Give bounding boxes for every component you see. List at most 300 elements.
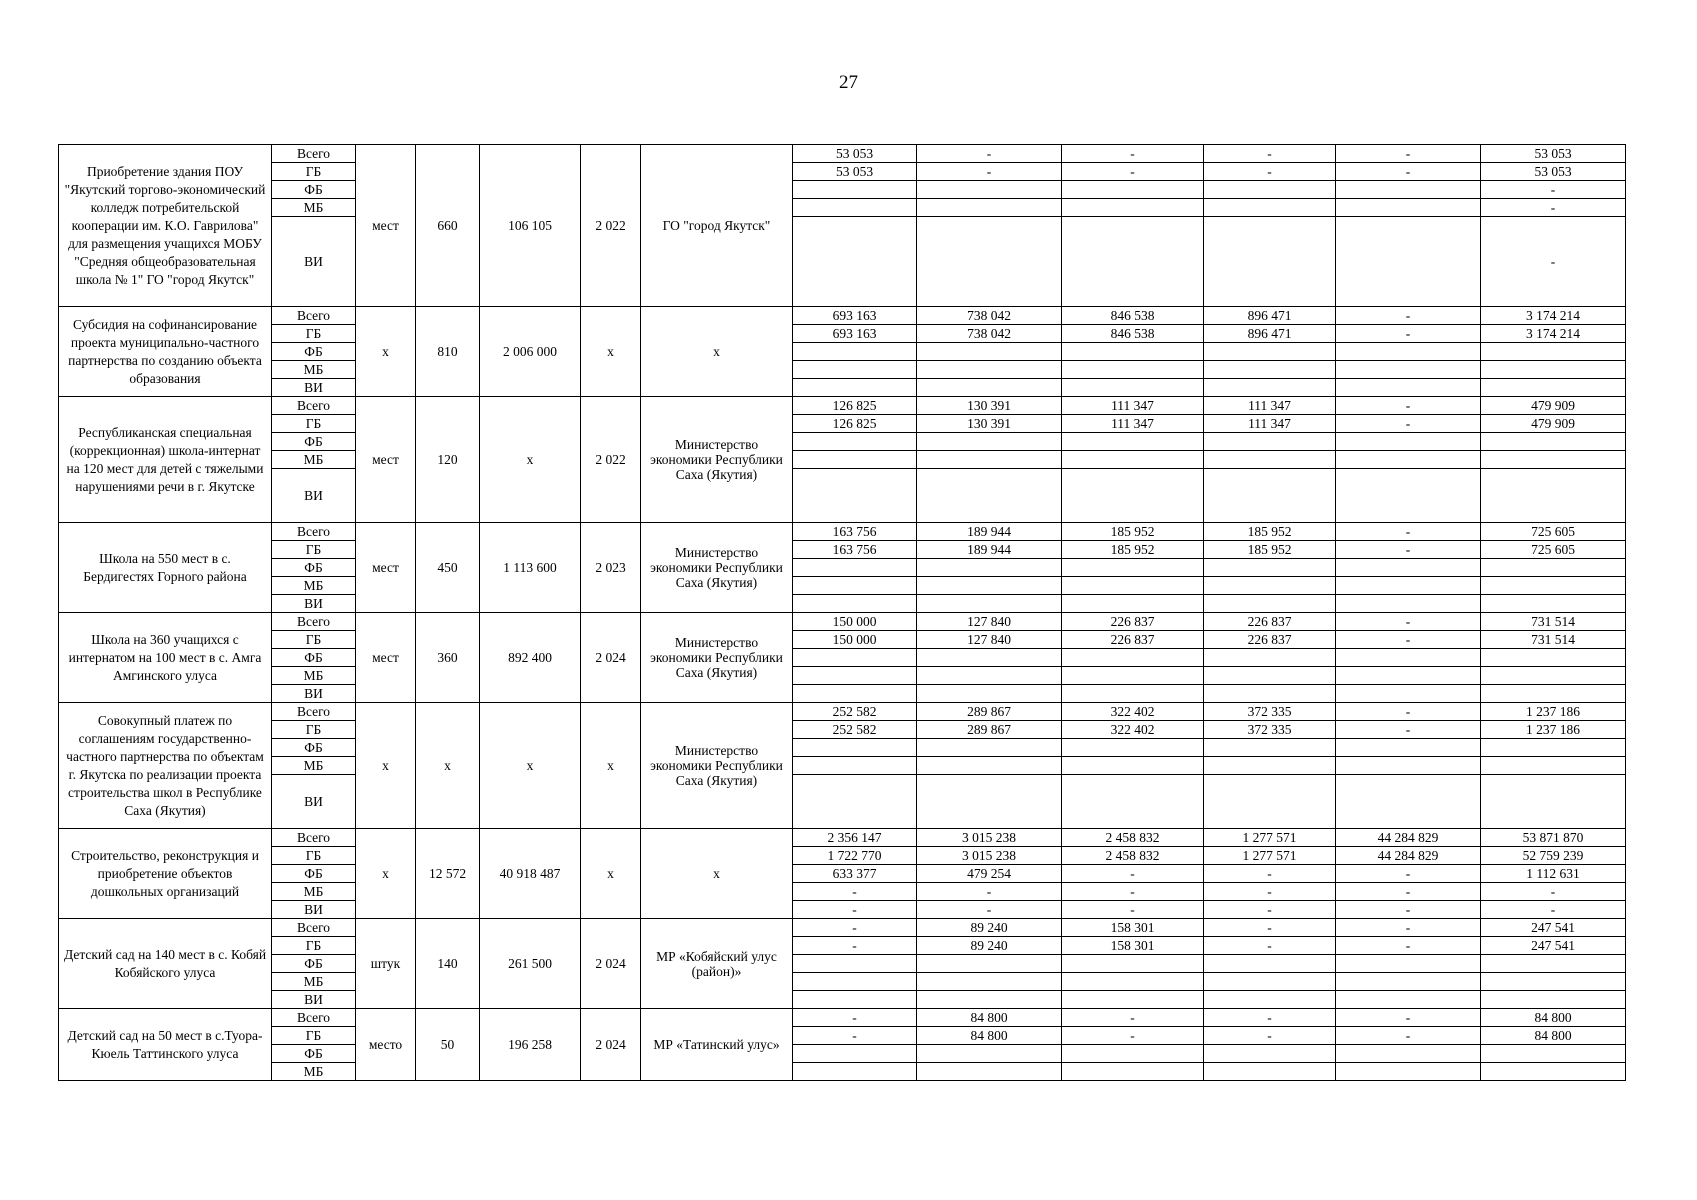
source-cell: ФБ: [272, 649, 356, 667]
year-cell: 2 024: [581, 1009, 641, 1081]
table-row: [59, 541, 1626, 559]
value-cell: [917, 217, 1062, 307]
value-cell: [1062, 955, 1204, 973]
value-cell: 126 825: [793, 397, 917, 415]
table-row: [59, 559, 1626, 577]
table-row: [59, 469, 1626, 523]
value-cell: 3 174 214: [1481, 307, 1626, 325]
executor-cell: ГО "город Якутск": [641, 145, 793, 307]
value-cell: [1481, 685, 1626, 703]
value-cell: 53 053: [793, 163, 917, 181]
unit-cell: х: [356, 829, 416, 919]
source-cell: МБ: [272, 667, 356, 685]
value-cell: [1336, 1063, 1481, 1081]
value-cell: [1336, 559, 1481, 577]
value-cell: -: [1204, 1009, 1336, 1027]
value-cell: [1336, 379, 1481, 397]
value-cell: [1481, 667, 1626, 685]
value-cell: 1 277 571: [1204, 829, 1336, 847]
cost-cell: 196 258: [480, 1009, 581, 1081]
value-cell: [793, 199, 917, 217]
source-cell: МБ: [272, 883, 356, 901]
value-cell: -: [1204, 1027, 1336, 1045]
value-cell: [793, 757, 917, 775]
source-cell: ФБ: [272, 1045, 356, 1063]
value-cell: 1 237 186: [1481, 703, 1626, 721]
executor-cell: х: [641, 307, 793, 397]
value-cell: -: [793, 883, 917, 901]
table-row: [59, 1009, 1626, 1027]
value-cell: -: [1336, 937, 1481, 955]
value-cell: [917, 451, 1062, 469]
table-row: [59, 955, 1626, 973]
value-cell: -: [1062, 1009, 1204, 1027]
value-cell: -: [1481, 217, 1626, 307]
value-cell: 725 605: [1481, 523, 1626, 541]
source-cell: ГБ: [272, 1027, 356, 1045]
year-cell: х: [581, 703, 641, 829]
source-cell: ФБ: [272, 433, 356, 451]
value-cell: -: [1336, 541, 1481, 559]
source-cell: Всего: [272, 1009, 356, 1027]
value-cell: [1336, 775, 1481, 829]
table-row: [59, 181, 1626, 199]
year-cell: 2 022: [581, 145, 641, 307]
value-cell: [1481, 343, 1626, 361]
value-cell: -: [1062, 145, 1204, 163]
year-cell: 2 023: [581, 523, 641, 613]
value-cell: [1062, 595, 1204, 613]
table-row: [59, 739, 1626, 757]
value-cell: [1204, 217, 1336, 307]
value-cell: 89 240: [917, 919, 1062, 937]
source-cell: ВИ: [272, 217, 356, 307]
value-cell: [793, 685, 917, 703]
source-cell: ВИ: [272, 685, 356, 703]
value-cell: [1204, 649, 1336, 667]
cost-cell: х: [480, 397, 581, 523]
value-cell: 372 335: [1204, 703, 1336, 721]
value-cell: -: [793, 1027, 917, 1045]
source-cell: МБ: [272, 361, 356, 379]
value-cell: [1336, 361, 1481, 379]
table-row: [59, 1045, 1626, 1063]
year-cell: 2 024: [581, 613, 641, 703]
value-cell: 111 347: [1204, 415, 1336, 433]
executor-cell: МР «Татинский улус»: [641, 1009, 793, 1081]
value-cell: [1204, 199, 1336, 217]
value-cell: [1062, 1045, 1204, 1063]
table-row: [59, 649, 1626, 667]
value-cell: 3 015 238: [917, 847, 1062, 865]
capacity-cell: 660: [416, 145, 480, 307]
unit-cell: мест: [356, 397, 416, 523]
value-cell: -: [1336, 721, 1481, 739]
value-cell: 846 538: [1062, 325, 1204, 343]
value-cell: -: [1062, 883, 1204, 901]
capacity-cell: 140: [416, 919, 480, 1009]
executor-cell: Министерство экономики Республики Саха (Якутия): [641, 613, 793, 703]
value-cell: [917, 1045, 1062, 1063]
value-cell: [1062, 739, 1204, 757]
table-row: [59, 973, 1626, 991]
value-cell: 130 391: [917, 397, 1062, 415]
value-cell: -: [1062, 163, 1204, 181]
value-cell: [1336, 451, 1481, 469]
value-cell: [1336, 685, 1481, 703]
table-row: [59, 577, 1626, 595]
value-cell: [1204, 595, 1336, 613]
value-cell: [1204, 451, 1336, 469]
source-cell: ФБ: [272, 955, 356, 973]
table-row: [59, 919, 1626, 937]
unit-cell: х: [356, 307, 416, 397]
value-cell: 322 402: [1062, 703, 1204, 721]
project-name: Детский сад на 140 мест в с. Кобяй Кобяйского улуса: [59, 919, 272, 1009]
source-cell: МБ: [272, 199, 356, 217]
source-cell: Всего: [272, 523, 356, 541]
value-cell: [1204, 469, 1336, 523]
value-cell: -: [917, 145, 1062, 163]
value-cell: [1481, 991, 1626, 1009]
source-cell: МБ: [272, 577, 356, 595]
value-cell: [1062, 343, 1204, 361]
value-cell: 247 541: [1481, 937, 1626, 955]
value-cell: 1 237 186: [1481, 721, 1626, 739]
value-cell: [1481, 1063, 1626, 1081]
value-cell: -: [1481, 901, 1626, 919]
table-row: [59, 343, 1626, 361]
source-cell: ВИ: [272, 991, 356, 1009]
table-row: [59, 847, 1626, 865]
value-cell: [1481, 757, 1626, 775]
value-cell: [1204, 181, 1336, 199]
value-cell: [1336, 1045, 1481, 1063]
value-cell: [1336, 595, 1481, 613]
value-cell: [917, 757, 1062, 775]
value-cell: -: [1336, 901, 1481, 919]
value-cell: [1204, 559, 1336, 577]
value-cell: -: [1336, 325, 1481, 343]
value-cell: -: [1336, 1027, 1481, 1045]
value-cell: [917, 955, 1062, 973]
value-cell: 52 759 239: [1481, 847, 1626, 865]
year-cell: 2 022: [581, 397, 641, 523]
source-cell: ГБ: [272, 721, 356, 739]
value-cell: [917, 667, 1062, 685]
value-cell: [1336, 577, 1481, 595]
value-cell: 731 514: [1481, 631, 1626, 649]
value-cell: [1062, 451, 1204, 469]
value-cell: [1062, 199, 1204, 217]
value-cell: [1204, 379, 1336, 397]
source-cell: Всего: [272, 919, 356, 937]
capacity-cell: 360: [416, 613, 480, 703]
value-cell: 372 335: [1204, 721, 1336, 739]
source-cell: ФБ: [272, 559, 356, 577]
value-cell: 130 391: [917, 415, 1062, 433]
value-cell: 693 163: [793, 325, 917, 343]
value-cell: [1204, 973, 1336, 991]
value-cell: 185 952: [1204, 541, 1336, 559]
table-row: [59, 829, 1626, 847]
table-row: [59, 595, 1626, 613]
value-cell: [1204, 739, 1336, 757]
value-cell: [1062, 757, 1204, 775]
value-cell: [1062, 649, 1204, 667]
value-cell: -: [1336, 163, 1481, 181]
value-cell: 84 800: [917, 1027, 1062, 1045]
value-cell: [793, 343, 917, 361]
value-cell: [1481, 775, 1626, 829]
value-cell: [1336, 469, 1481, 523]
value-cell: -: [1481, 181, 1626, 199]
value-cell: 1 277 571: [1204, 847, 1336, 865]
value-cell: 725 605: [1481, 541, 1626, 559]
table-row: [59, 361, 1626, 379]
capacity-cell: 810: [416, 307, 480, 397]
value-cell: [793, 1063, 917, 1081]
table-row: [59, 937, 1626, 955]
value-cell: -: [917, 901, 1062, 919]
source-cell: МБ: [272, 973, 356, 991]
value-cell: [1062, 433, 1204, 451]
source-cell: МБ: [272, 451, 356, 469]
value-cell: 111 347: [1062, 397, 1204, 415]
value-cell: 126 825: [793, 415, 917, 433]
cost-cell: 40 918 487: [480, 829, 581, 919]
value-cell: [793, 649, 917, 667]
value-cell: 846 538: [1062, 307, 1204, 325]
value-cell: [1204, 685, 1336, 703]
value-cell: 53 871 870: [1481, 829, 1626, 847]
value-cell: -: [1481, 883, 1626, 901]
value-cell: [1204, 955, 1336, 973]
value-cell: [917, 973, 1062, 991]
source-cell: Всего: [272, 703, 356, 721]
value-cell: [917, 739, 1062, 757]
value-cell: [917, 469, 1062, 523]
source-cell: ФБ: [272, 181, 356, 199]
value-cell: 226 837: [1062, 613, 1204, 631]
value-cell: [917, 649, 1062, 667]
source-cell: ФБ: [272, 865, 356, 883]
source-cell: Всего: [272, 829, 356, 847]
value-cell: 3 015 238: [917, 829, 1062, 847]
source-cell: ГБ: [272, 163, 356, 181]
page-number: 27: [839, 72, 858, 93]
value-cell: [1062, 181, 1204, 199]
value-cell: [917, 1063, 1062, 1081]
source-cell: ГБ: [272, 847, 356, 865]
table-row: [59, 667, 1626, 685]
year-cell: х: [581, 307, 641, 397]
value-cell: [1481, 361, 1626, 379]
capacity-cell: 120: [416, 397, 480, 523]
executor-cell: х: [641, 829, 793, 919]
value-cell: [1336, 739, 1481, 757]
source-cell: ГБ: [272, 541, 356, 559]
value-cell: 738 042: [917, 325, 1062, 343]
value-cell: [1336, 217, 1481, 307]
source-cell: Всего: [272, 397, 356, 415]
value-cell: -: [1336, 613, 1481, 631]
value-cell: [917, 361, 1062, 379]
value-cell: [1481, 973, 1626, 991]
budget-table-body: [59, 145, 1626, 1081]
table-row: [59, 307, 1626, 325]
value-cell: -: [1204, 919, 1336, 937]
value-cell: [793, 217, 917, 307]
table-row: [59, 415, 1626, 433]
value-cell: 53 053: [1481, 145, 1626, 163]
value-cell: -: [1336, 415, 1481, 433]
value-cell: 896 471: [1204, 325, 1336, 343]
value-cell: 731 514: [1481, 613, 1626, 631]
value-cell: [1062, 577, 1204, 595]
value-cell: 150 000: [793, 613, 917, 631]
value-cell: -: [793, 1009, 917, 1027]
table-row: [59, 757, 1626, 775]
value-cell: 163 756: [793, 523, 917, 541]
table-row: [59, 685, 1626, 703]
executor-cell: Министерство экономики Республики Саха (Якутия): [641, 703, 793, 829]
value-cell: [1336, 649, 1481, 667]
table-row: [59, 883, 1626, 901]
value-cell: [917, 577, 1062, 595]
value-cell: 2 458 832: [1062, 847, 1204, 865]
value-cell: 89 240: [917, 937, 1062, 955]
value-cell: -: [1204, 163, 1336, 181]
table-row: [59, 451, 1626, 469]
source-cell: Всего: [272, 613, 356, 631]
value-cell: [917, 775, 1062, 829]
value-cell: -: [917, 163, 1062, 181]
value-cell: [1336, 181, 1481, 199]
source-cell: МБ: [272, 757, 356, 775]
value-cell: [1204, 667, 1336, 685]
table-row: [59, 217, 1626, 307]
value-cell: [1336, 757, 1481, 775]
table-row: [59, 397, 1626, 415]
value-cell: [1336, 973, 1481, 991]
source-cell: ГБ: [272, 415, 356, 433]
value-cell: 185 952: [1204, 523, 1336, 541]
capacity-cell: 450: [416, 523, 480, 613]
value-cell: [1481, 739, 1626, 757]
table-row: [59, 991, 1626, 1009]
table-row: [59, 703, 1626, 721]
table-row: [59, 379, 1626, 397]
source-cell: ВИ: [272, 379, 356, 397]
value-cell: 150 000: [793, 631, 917, 649]
value-cell: 185 952: [1062, 523, 1204, 541]
value-cell: [793, 1045, 917, 1063]
table-row: [59, 523, 1626, 541]
table-row: [59, 199, 1626, 217]
value-cell: -: [1062, 901, 1204, 919]
value-cell: [1481, 469, 1626, 523]
value-cell: 226 837: [1062, 631, 1204, 649]
value-cell: [1481, 595, 1626, 613]
project-name: Совокупный платеж по соглашениям государственно-частного партнерства по объектам г. Якутска по реализации проекта строительства школ в Республике Саха (Якутия): [59, 703, 272, 829]
value-cell: [793, 955, 917, 973]
value-cell: 189 944: [917, 523, 1062, 541]
project-name: Республиканская специальная (коррекционная) школа-интернат на 120 мест для детей с тяжелыми нарушениями речи в г. Якутске: [59, 397, 272, 523]
value-cell: [793, 181, 917, 199]
value-cell: [917, 595, 1062, 613]
source-cell: МБ: [272, 1063, 356, 1081]
table-row: [59, 865, 1626, 883]
value-cell: [1062, 685, 1204, 703]
cost-cell: 2 006 000: [480, 307, 581, 397]
value-cell: -: [1336, 523, 1481, 541]
value-cell: [917, 199, 1062, 217]
unit-cell: место: [356, 1009, 416, 1081]
executor-cell: Министерство экономики Республики Саха (Якутия): [641, 523, 793, 613]
value-cell: -: [1336, 703, 1481, 721]
value-cell: -: [1336, 883, 1481, 901]
source-cell: ВИ: [272, 775, 356, 829]
value-cell: [1062, 559, 1204, 577]
value-cell: [793, 433, 917, 451]
table-row: [59, 775, 1626, 829]
project-name: Детский сад на 50 мест в с.Туора-Кюель Таттинского улуса: [59, 1009, 272, 1081]
value-cell: -: [1204, 145, 1336, 163]
unit-cell: штук: [356, 919, 416, 1009]
value-cell: [1204, 991, 1336, 1009]
unit-cell: мест: [356, 145, 416, 307]
source-cell: Всего: [272, 145, 356, 163]
value-cell: 189 944: [917, 541, 1062, 559]
value-cell: 3 174 214: [1481, 325, 1626, 343]
value-cell: 1 112 631: [1481, 865, 1626, 883]
table-row: [59, 1027, 1626, 1045]
value-cell: [917, 991, 1062, 1009]
value-cell: [1062, 217, 1204, 307]
value-cell: [1336, 991, 1481, 1009]
value-cell: -: [1336, 631, 1481, 649]
value-cell: 252 582: [793, 703, 917, 721]
value-cell: -: [1062, 865, 1204, 883]
value-cell: 111 347: [1204, 397, 1336, 415]
value-cell: [793, 973, 917, 991]
value-cell: 479 909: [1481, 415, 1626, 433]
cost-cell: 892 400: [480, 613, 581, 703]
value-cell: [1481, 1045, 1626, 1063]
unit-cell: мест: [356, 523, 416, 613]
value-cell: 738 042: [917, 307, 1062, 325]
value-cell: [1204, 361, 1336, 379]
executor-cell: МР «Кобяйский улус (район)»: [641, 919, 793, 1009]
table-row: [59, 163, 1626, 181]
source-cell: ГБ: [272, 325, 356, 343]
value-cell: 158 301: [1062, 937, 1204, 955]
value-cell: 479 254: [917, 865, 1062, 883]
table-row: [59, 631, 1626, 649]
value-cell: 633 377: [793, 865, 917, 883]
table-row: [59, 1063, 1626, 1081]
project-name: Приобретение здания ПОУ "Якутский торгово-экономический колледж потребительской кооперации им. К.О. Гаврилова" для размещения учащихся МОБУ "Средняя общеобразовательная школа № 1" ГО "город Якутск": [59, 145, 272, 307]
source-cell: ФБ: [272, 343, 356, 361]
cost-cell: 261 500: [480, 919, 581, 1009]
value-cell: [917, 433, 1062, 451]
value-cell: -: [1204, 937, 1336, 955]
value-cell: [793, 595, 917, 613]
cost-cell: х: [480, 703, 581, 829]
value-cell: [1204, 757, 1336, 775]
value-cell: 185 952: [1062, 541, 1204, 559]
